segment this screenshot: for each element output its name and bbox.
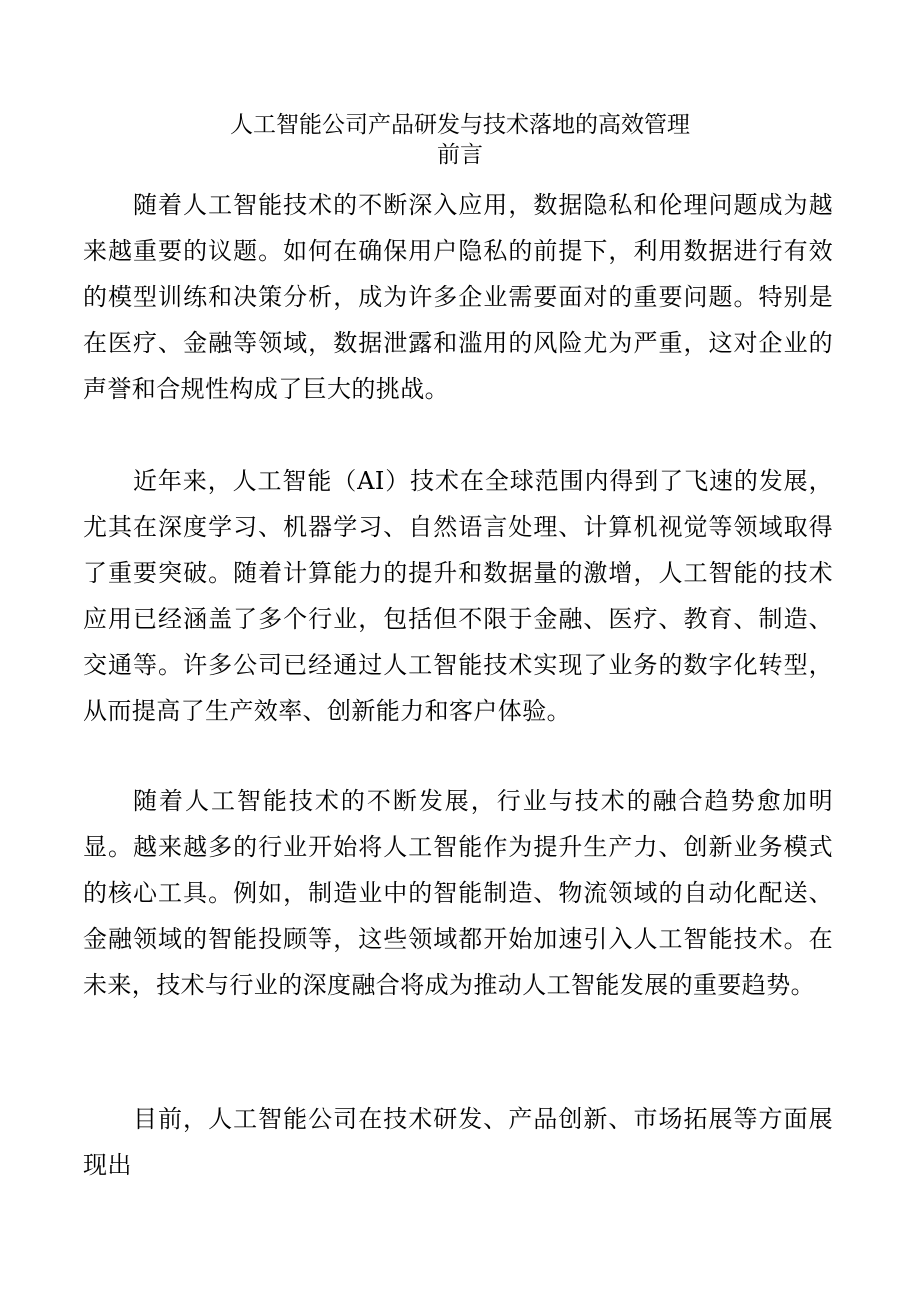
paragraph-1: 随着人工智能技术的不断深入应用，数据隐私和伦理问题成为越来越重要的议题。如何在确保用户隐私的前提下，利用数据进行有效的模型训练和决策分析，成为许多企业需要面对的重要问题。特别是在医疗、金融等领域，数据泄露和滥用的风险尤为严重，这对企业的声誉和合规性构成了巨大的挑战。 [83, 191, 833, 403]
document-title: 人工智能公司产品研发与技术落地的高效管理 [230, 112, 690, 138]
paragraph-2: 近年来，人工智能（AI）技术在全球范围内得到了飞速的发展，尤其在深度学习、机器学习、自然语言处理、计算机视觉等领域取得了重要突破。随着计算能力的提升和数据量的激增，人工智能的技术应用已经涵盖了多个行业，包括但不限于金融、医疗、教育、制造、交通等。许多公司已经通过人工智能技术实现了业务的数字化转型，从而提高了生产效率、创新能力和客户体验。 [83, 467, 833, 725]
paragraph-4: 目前，人工智能公司在技术研发、产品创新、市场拓展等方面展现出 [83, 1105, 833, 1179]
section-heading: 前言 [437, 142, 483, 168]
paragraph-3: 随着人工智能技术的不断发展，行业与技术的融合趋势愈加明显。越来越多的行业开始将人工智能作为提升生产力、创新业务模式的核心工具。例如，制造业中的智能制造、物流领域的自动化配送、金融领域的智能投顾等，这些领域都开始加速引入人工智能技术。在未来，技术与行业的深度融合将成为推动人工智能发展的重要趋势。 [83, 787, 833, 999]
